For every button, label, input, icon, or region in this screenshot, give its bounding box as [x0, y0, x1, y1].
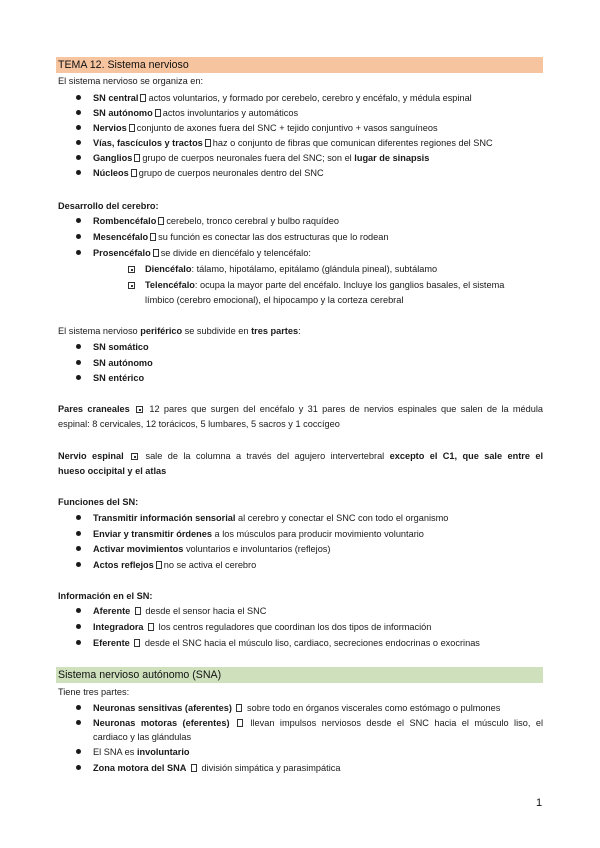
list-item: SN entérico — [93, 373, 145, 383]
arrow-icon — [136, 406, 143, 413]
arrow-icon — [205, 139, 211, 147]
list-item: El SNA es involuntario — [93, 747, 190, 757]
list-item: Nervios conjunto de axones fuera del SNC + tejido conjuntivo + vasos sanguíneos — [93, 123, 438, 133]
arrow-icon — [129, 124, 135, 132]
craneales-paragraph: Pares craneales 12 pares que surgen del encéfalo y 31 pares de nervios espinales que salen de la médula — [58, 404, 543, 414]
list-item: Núcleos grupo de cuerpos neuronales dentro del SNC — [93, 168, 324, 178]
heading-text: Sistema nervioso autónomo (SNA) — [58, 669, 222, 681]
list-item: SN somático — [93, 342, 149, 352]
list-item: Transmitir información sensorial al cerebro y conectar el SNC con todo el organismo — [93, 513, 449, 523]
arrow-icon — [156, 561, 162, 569]
section-heading-sna — [56, 667, 543, 683]
arrow-icon — [150, 233, 156, 241]
list-item: Prosencéfalo se divide en diencéfalo y telencéfalo: — [93, 248, 311, 258]
arrow-icon — [158, 217, 164, 225]
list-item: Mesencéfalo su función es conectar las dos estructuras que lo rodean — [93, 232, 389, 242]
list-item: Actos reflejos no se activa el cerebro — [93, 560, 257, 570]
arrow-icon — [237, 719, 243, 727]
intro-text: El sistema nervioso se organiza en: — [58, 76, 204, 86]
craneales-paragraph-cont: espinal: 8 cervicales, 12 torácicos, 5 lumbares, 5 sacros y 1 coccígeo — [58, 419, 340, 429]
arrow-icon — [148, 623, 154, 631]
list-item: SN autónomo actos involuntarios y automáticos — [93, 108, 299, 118]
dev-title: Desarrollo del cerebro: — [58, 201, 159, 211]
sub-list-item: Telencéfalo: ocupa la mayor parte del encéfalo. Incluye los ganglios basales, el sistema — [145, 280, 505, 290]
espinal-paragraph: Nervio espinal sale de la columna a través del agujero intervertebral excepto el C1, que sale entre el — [58, 451, 544, 461]
sna-intro: Tiene tres partes: — [58, 687, 130, 697]
list-item-cont: cardiaco y las glándulas — [93, 732, 192, 742]
func-title: Funciones del SN: — [58, 497, 139, 507]
list-item: SN autónomo — [93, 358, 153, 368]
list-item: Eferente desde el SNC hacia el músculo liso, cardiaco, secreciones endocrinas o exocrinas — [93, 638, 480, 648]
arrow-icon — [155, 109, 161, 117]
list-item: Activar movimientos voluntarios e involuntarios (reflejos) — [93, 544, 331, 554]
arrow-icon — [153, 249, 159, 257]
arrow-icon — [131, 169, 137, 177]
section-heading-tema12 — [56, 57, 543, 73]
arrow-icon — [135, 607, 141, 615]
list-item: Neuronas sensitivas (aferentes) sobre todo en órganos viscerales como estómago o pulmones — [93, 703, 501, 713]
peripheral-intro: El sistema nervioso periférico se subdivide en tres partes: — [58, 326, 301, 336]
list-item: Aferente desde el sensor hacia el SNC — [93, 606, 267, 616]
list-item: Neuronas motoras (eferentes) llevan impulsos nerviosos desde el SNC hacia el músculo liso, el — [93, 718, 544, 728]
arrow-icon — [134, 639, 140, 647]
list-item: SN central actos voluntarios, y formado por cerebelo, cerebro y encéfalo, y médula espinal — [93, 93, 472, 103]
arrow-icon — [191, 764, 197, 772]
arrow-icon — [140, 94, 146, 102]
list-item: Vías, fascículos y tractos haz o conjunto de fibras que comunican diferentes regiones del SNC — [93, 138, 493, 148]
list-item: Integradora los centros reguladores que coordinan los dos tipos de información — [93, 622, 432, 632]
list-item: Enviar y transmitir órdenes a los músculos para producir movimiento voluntario — [93, 529, 424, 539]
sub-list-item: Diencéfalo: tálamo, hipotálamo, epitálamo (glándula pineal), subtálamo — [145, 264, 438, 274]
arrow-icon — [131, 453, 138, 460]
list-item: Zona motora del SNA división simpática y parasimpática — [93, 763, 341, 773]
list-item: Ganglios grupo de cuerpos neuronales fuera del SNC; son el lugar de sinapsis — [93, 153, 430, 163]
list-item: Rombencéfalo cerebelo, tronco cerebral y bulbo raquídeo — [93, 216, 339, 226]
sub-bullet-icon — [128, 282, 135, 289]
page-number: 1 — [536, 797, 543, 809]
espinal-paragraph-cont: hueso occipital y el atlas — [58, 466, 167, 476]
arrow-icon — [134, 154, 140, 162]
sub-bullet-icon — [128, 266, 135, 273]
sub-list-item-cont: límbico (cerebro emocional), el hipocampo y la corteza cerebral — [145, 295, 404, 305]
info-title: Información en el SN: — [58, 591, 153, 601]
heading-text: TEMA 12. Sistema nervioso — [58, 59, 189, 71]
arrow-icon — [236, 704, 242, 712]
